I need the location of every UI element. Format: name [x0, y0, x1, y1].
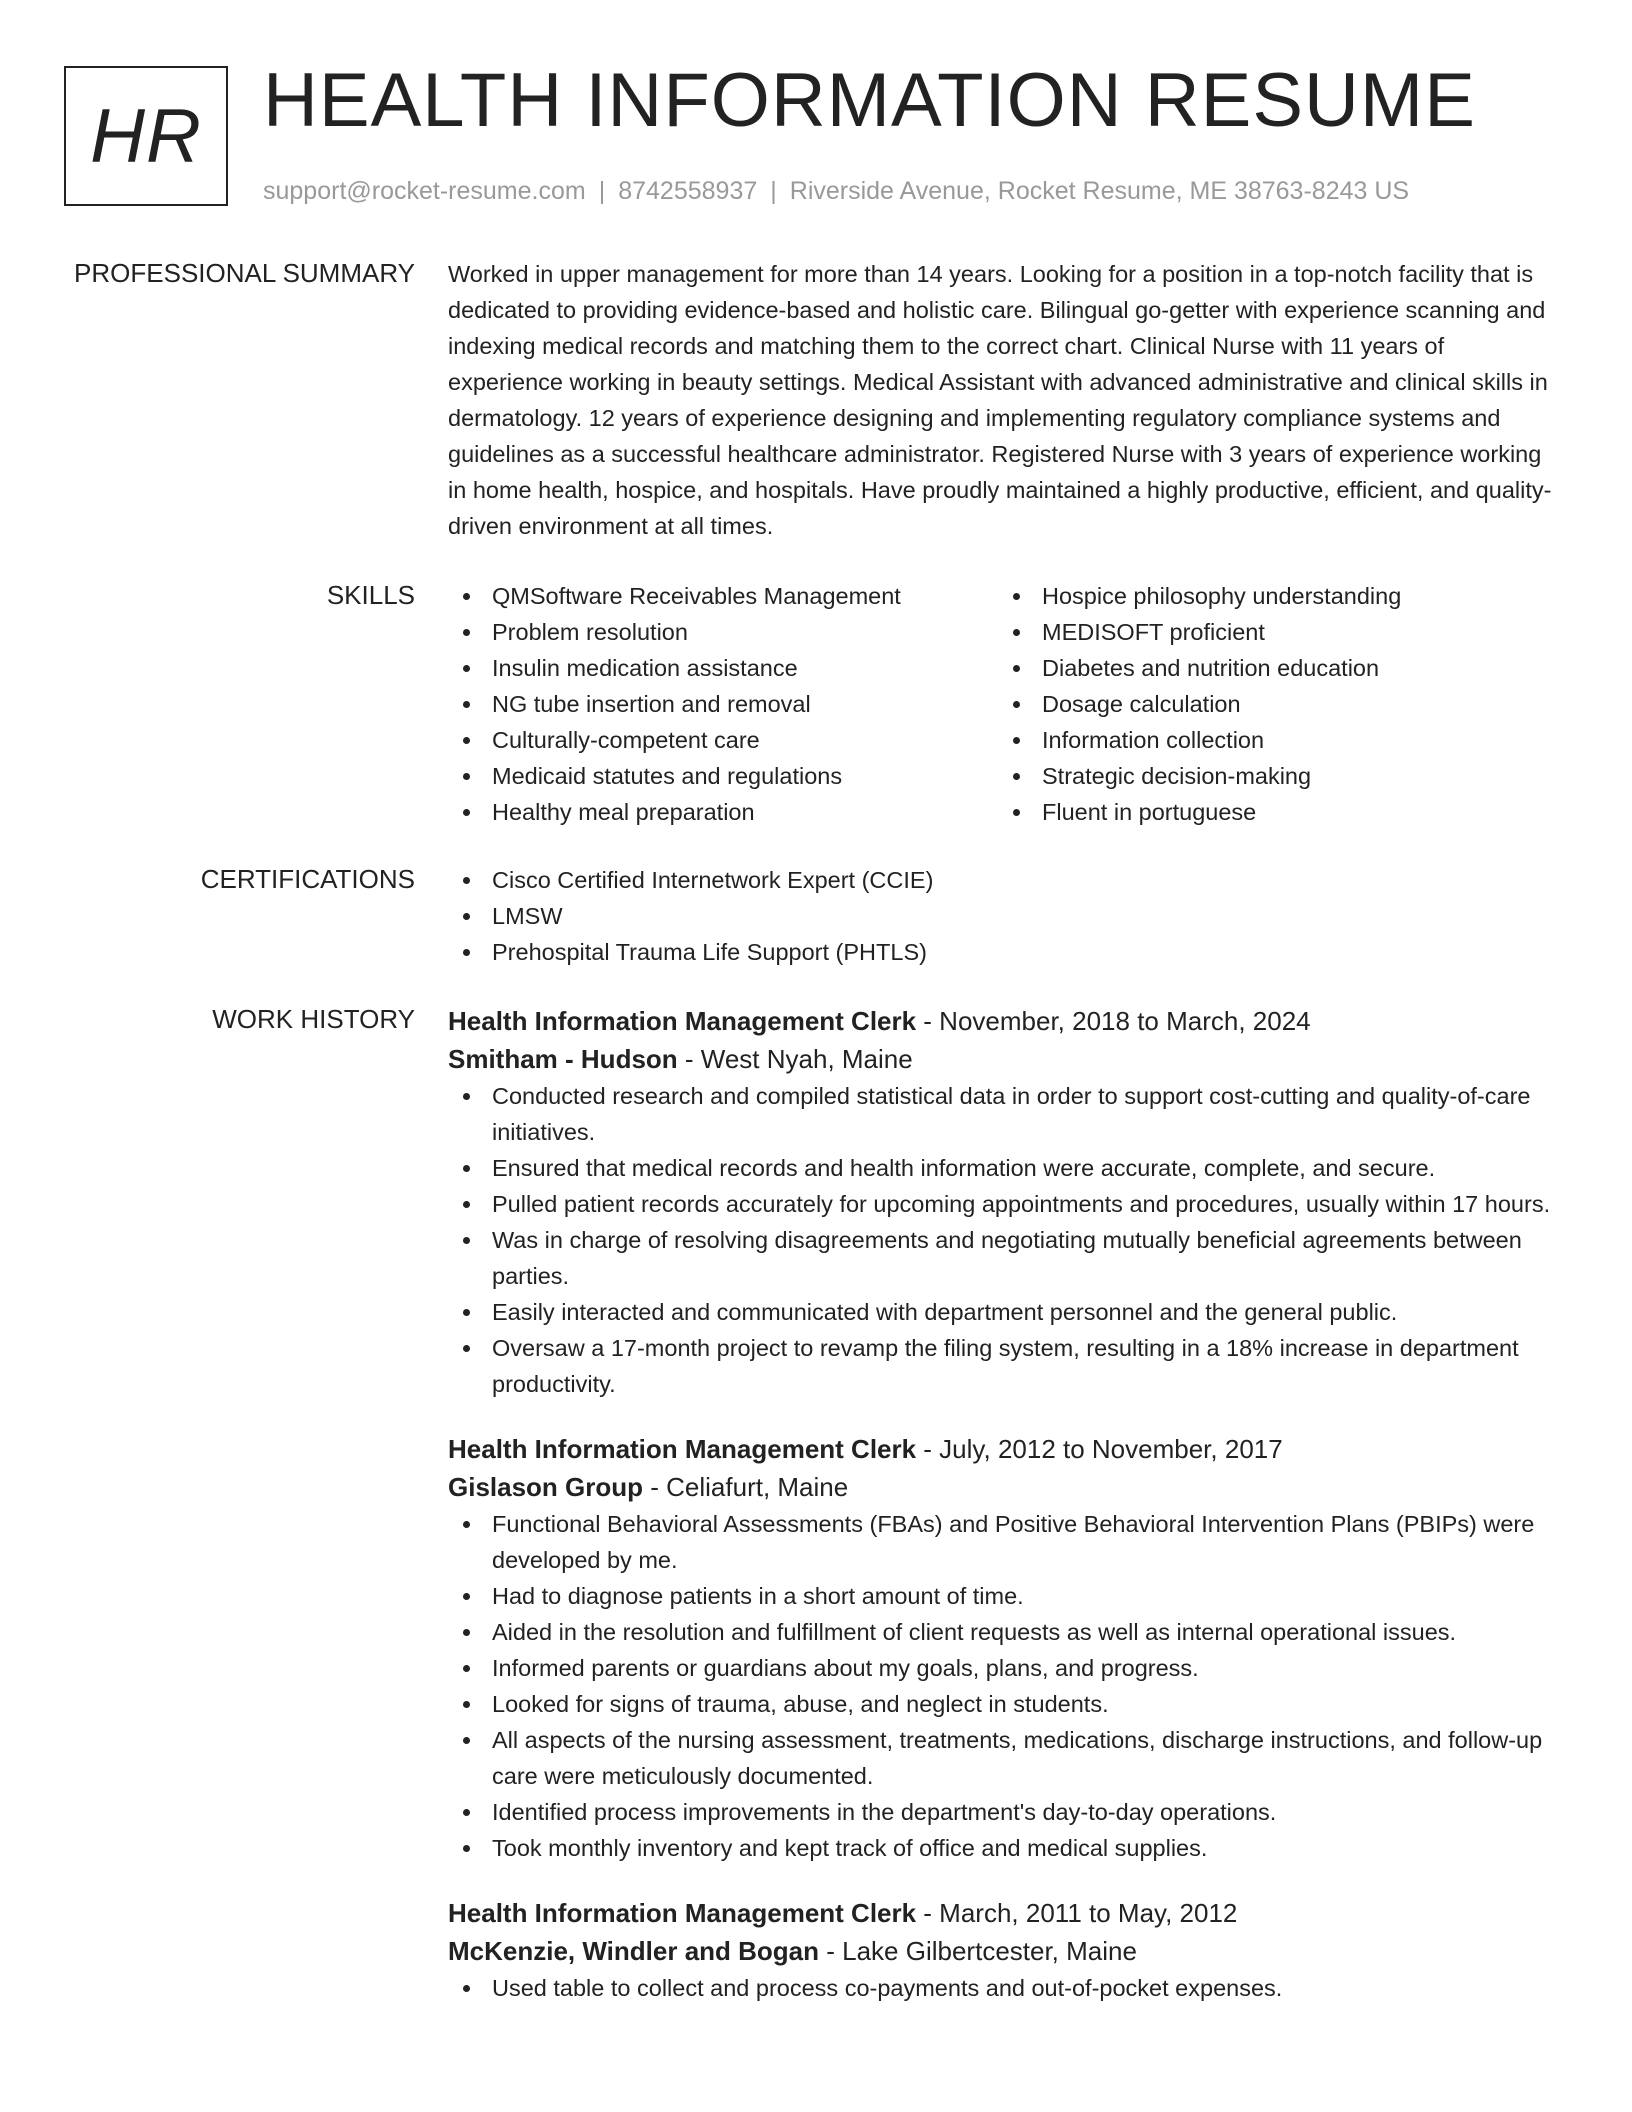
job-dates: - November, 2018 to March, 2024: [916, 1006, 1311, 1036]
job-bullet: Was in charge of resolving disagreements and negotiating mutually beneficial agreements between parties.: [448, 1222, 1558, 1294]
skill-item: Dosage calculation: [998, 686, 1548, 722]
certifications-list: [448, 862, 1558, 970]
certification-item: LMSW: [448, 898, 1558, 934]
job-bullet: Used table to collect and process co-payments and out-of-pocket expenses.: [448, 1970, 1558, 2006]
section-label-skills: SKILLS: [326, 580, 415, 610]
job-bullet: All aspects of the nursing assessment, treatments, medications, discharge instructions, and follow-up care were meticulously documented.: [448, 1722, 1558, 1794]
certification-item: Cisco Certified Internetwork Expert (CCIE): [448, 862, 1558, 898]
job-bullet: Had to diagnose patients in a short amount of time.: [448, 1578, 1558, 1614]
skills-list-right: [998, 578, 1548, 830]
skill-item: Medicaid statutes and regulations: [448, 758, 998, 794]
resume-header: [0, 0, 1632, 220]
skills-grid: [448, 578, 1558, 830]
job-bullet: Functional Behavioral Assessments (FBAs) and Positive Behavioral Intervention Plans (PBIPs) were developed by me.: [448, 1506, 1558, 1578]
job-location: - Lake Gilbertcester, Maine: [819, 1936, 1137, 1966]
skill-item: Culturally-competent care: [448, 722, 998, 758]
job-company-line: [448, 1468, 1558, 1506]
skill-item: Fluent in portuguese: [998, 794, 1548, 830]
job-company-line: [448, 1040, 1558, 1078]
job-title: Health Information Management Clerk: [448, 1434, 917, 1464]
job-bullet: Informed parents or guardians about my goals, plans, and progress.: [448, 1650, 1558, 1686]
certifications-section: [0, 862, 1632, 970]
job-title-line: [448, 1430, 1558, 1468]
job-bullet: Aided in the resolution and fulfillment of client requests as well as internal operational issues.: [448, 1614, 1558, 1650]
certification-item: Prehospital Trauma Life Support (PHTLS): [448, 934, 1558, 970]
contact-phone: 8742558937: [618, 177, 758, 205]
skill-item: NG tube insertion and removal: [448, 686, 998, 722]
contact-separator: |: [598, 177, 606, 205]
job-bullets: [448, 1970, 1558, 2006]
job-company-line: [448, 1932, 1558, 1970]
job-entry: [448, 1430, 1558, 1866]
job-company: Gislason Group: [448, 1472, 644, 1502]
certifications-body: [448, 862, 1558, 970]
job-bullet: Ensured that medical records and health information were accurate, complete, and secure.: [448, 1150, 1558, 1186]
skill-item: Strategic decision-making: [998, 758, 1548, 794]
skill-item: MEDISOFT proficient: [998, 614, 1548, 650]
summary-text: Worked in upper management for more than 14 years. Looking for a position in a top-notch facility that is dedicated to providing evidence-based and holistic care. Bilingual go-getter with experience scanning and indexing medical records and matching them to the correct chart. Clinical Nurse with 11 years of experience working in beauty settings. Medical Assistant with advanced administrative and clinical skills in dermatology. 12 years of experience designing and implementing regulatory compliance systems and guidelines as a successful healthcare administrator. Registered Nurse with 3 years of experience working in home health, hospice, and hospitals. Have proudly maintained a highly productive, efficient, and quality-driven environment at all times.: [448, 261, 1552, 539]
skill-item: Hospice philosophy understanding: [998, 578, 1548, 614]
monogram-badge: HR: [64, 66, 228, 206]
job-company: McKenzie, Windler and Bogan: [448, 1936, 820, 1966]
job-bullet: Took monthly inventory and kept track of office and medical supplies.: [448, 1830, 1558, 1866]
skill-item: Healthy meal preparation: [448, 794, 998, 830]
job-bullet: Oversaw a 17-month project to revamp the filing system, resulting in a 18% increase in department productivity.: [448, 1330, 1558, 1402]
job-entry: [448, 1894, 1558, 2006]
job-bullet: Easily interacted and communicated with department personnel and the general public.: [448, 1294, 1558, 1330]
section-label-summary: PROFESSIONAL SUMMARY: [74, 258, 415, 288]
job-title-line: [448, 1002, 1558, 1040]
job-title: Health Information Management Clerk: [448, 1006, 917, 1036]
job-bullets: [448, 1506, 1558, 1866]
section-label-work-history: WORK HISTORY: [212, 1004, 415, 1034]
contact-line: [263, 174, 1409, 208]
job-dates: - March, 2011 to May, 2012: [916, 1898, 1238, 1928]
skills-list-left: [448, 578, 998, 830]
section-label-certifications: CERTIFICATIONS: [200, 864, 415, 894]
job-bullet: Looked for signs of trauma, abuse, and neglect in students.: [448, 1686, 1558, 1722]
job-title: Health Information Management Clerk: [448, 1898, 917, 1928]
summary-section: [0, 256, 1632, 544]
skill-item: Insulin medication assistance: [448, 650, 998, 686]
job-bullet: Pulled patient records accurately for upcoming appointments and procedures, usually within 17 hours.: [448, 1186, 1558, 1222]
job-bullets: [448, 1078, 1558, 1402]
contact-separator: |: [770, 177, 777, 205]
resume-title: HEALTH INFORMATION RESUME: [263, 58, 1476, 143]
skill-item: Problem resolution: [448, 614, 998, 650]
work-history-body: [448, 1002, 1558, 2006]
skill-item: QMSoftware Receivables Management: [448, 578, 998, 614]
job-bullet: Conducted research and compiled statistical data in order to support cost-cutting and quality-of-care initiatives.: [448, 1078, 1558, 1150]
summary-body: [448, 256, 1558, 544]
skill-item: Diabetes and nutrition education: [998, 650, 1548, 686]
job-company: Smitham - Hudson: [448, 1044, 678, 1074]
skill-item: Information collection: [998, 722, 1548, 758]
job-dates: - July, 2012 to November, 2017: [916, 1434, 1283, 1464]
work-history-section: [0, 1002, 1632, 2006]
job-location: - Celiafurt, Maine: [643, 1472, 849, 1502]
resume-content: [0, 256, 1632, 2006]
contact-email: support@rocket-resume.com: [263, 177, 586, 205]
job-bullet: Identified process improvements in the department's day-to-day operations.: [448, 1794, 1558, 1830]
contact-address: Riverside Avenue, Rocket Resume, ME 38763-8243 US: [789, 177, 1410, 205]
job-entry: [448, 1002, 1558, 1402]
job-location: - West Nyah, Maine: [677, 1044, 913, 1074]
skills-body: [448, 578, 1558, 830]
job-title-line: [448, 1894, 1558, 1932]
skills-section: [0, 578, 1632, 830]
